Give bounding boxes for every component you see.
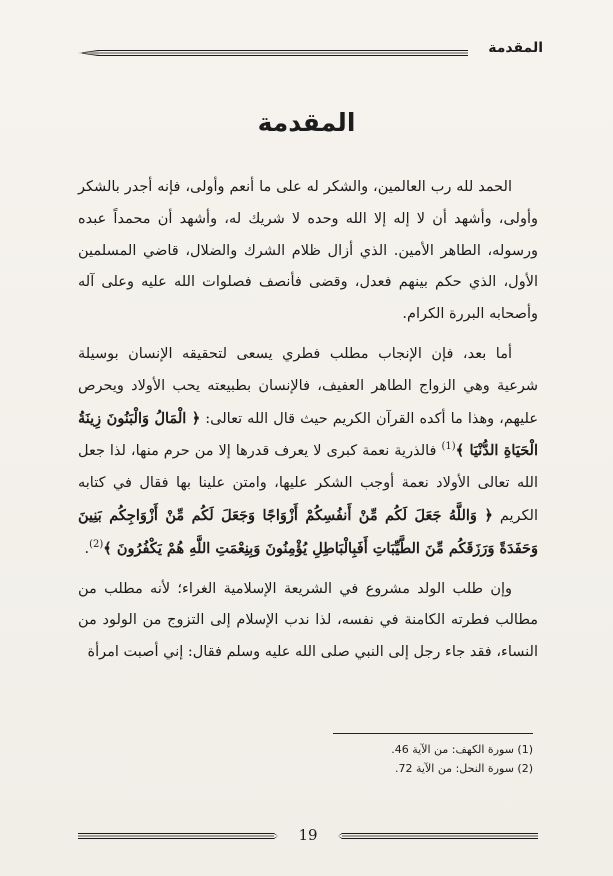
paragraph-seeking-child: وإن طلب الولد مشروع في الشريعة الإسلامية الغراء؛ لأنه مطلب من مطالب فطرته الكامنة في نفسه، لذا ندب الإسلام إلى التزوج من الولود من النساء، فقد جاء رجل إلى النبي صلى الله عليه وسلم فقال: إني أصبت امرأة [78, 580, 538, 661]
page-footer [78, 826, 538, 850]
quran-verse-kahf: ﴿ الْمَالُ وَالْبَنُونَ زِينَةُ الْحَيَاةِ الدُّنْيَا ﴾ [78, 409, 538, 460]
page-title: المقدمة [257, 108, 356, 137]
paragraph-intro: الحمد لله رب العالمين، والشكر له على ما أنعم وأولى، فإنه أجدر بالشكر وأولى، وأشهد أن لا إله إلا الله وحده لا شريك له، وأشهد أن محمداً عبده ورسوله، الطاهر الأمين. الذي أزال ظلام الشرك والضلال، قاضي المسلمين الأول، الذي حكم بينهم فعدل، وقضى فأنصف فصلوات الله عليه وعلى آله وأصحابه البررة الكرام. [78, 179, 538, 323]
running-header [78, 36, 543, 66]
footnotes [233, 740, 533, 778]
footnote-ref-1: (1) [441, 441, 456, 453]
footnote-2: (2) سورة النحل: من الآية 72. [395, 762, 533, 775]
paragraph-offspring-text-a: أما بعد، فإن الإنجاب مطلب فطري يسعى لتحقيقه الإنسان بوسيلة شرعية وهي الزواج الطاهر العفيف، فالإنسان بطبيعته يحب الأولاد ويحرص عليهم، وهذا ما أكده القرآن الكريم حيث قال الله تعالى: [78, 345, 539, 427]
footnote-separator [333, 733, 533, 734]
paragraph-offspring-text-b: فالذرية نعمة كبرى لا يعرف قدرها إلا من حرم منها، لذا جعل الله تعالى الأولاد نعمة أوجب الشكر عليها، وامتن علينا بها فقال في كتابه الكريم [78, 443, 538, 524]
body-text [78, 172, 538, 669]
page-number: 19 [298, 826, 318, 844]
running-header-title: المقدمة [488, 40, 543, 56]
footer-rule-right [338, 830, 538, 842]
footnote-1: (1) سورة الكهف: من الآية 46. [391, 743, 533, 756]
paragraph-offspring [78, 339, 538, 566]
footnote-ref-2: (2) [89, 538, 104, 550]
quran-verse-nahl: ﴿ وَاللَّهُ جَعَلَ لَكُم مِّنْ أَنفُسِكُمْ أَزْوَاجًا وَجَعَلَ لَكُم مِّنْ أَزْوَاجِكُم بَنِينَ وَحَفَدَةً وَرَزَقَكُم مِّنَ الطَّيِّبَاتِ أَفَبِالْبَاطِلِ يُؤْمِنُونَ وَبِنِعْمَتِ اللَّهِ هُمْ يَكْفُرُونَ ﴾ [78, 506, 538, 557]
header-decorative-rule [78, 48, 468, 58]
paragraph-offspring-end: . [84, 540, 90, 557]
